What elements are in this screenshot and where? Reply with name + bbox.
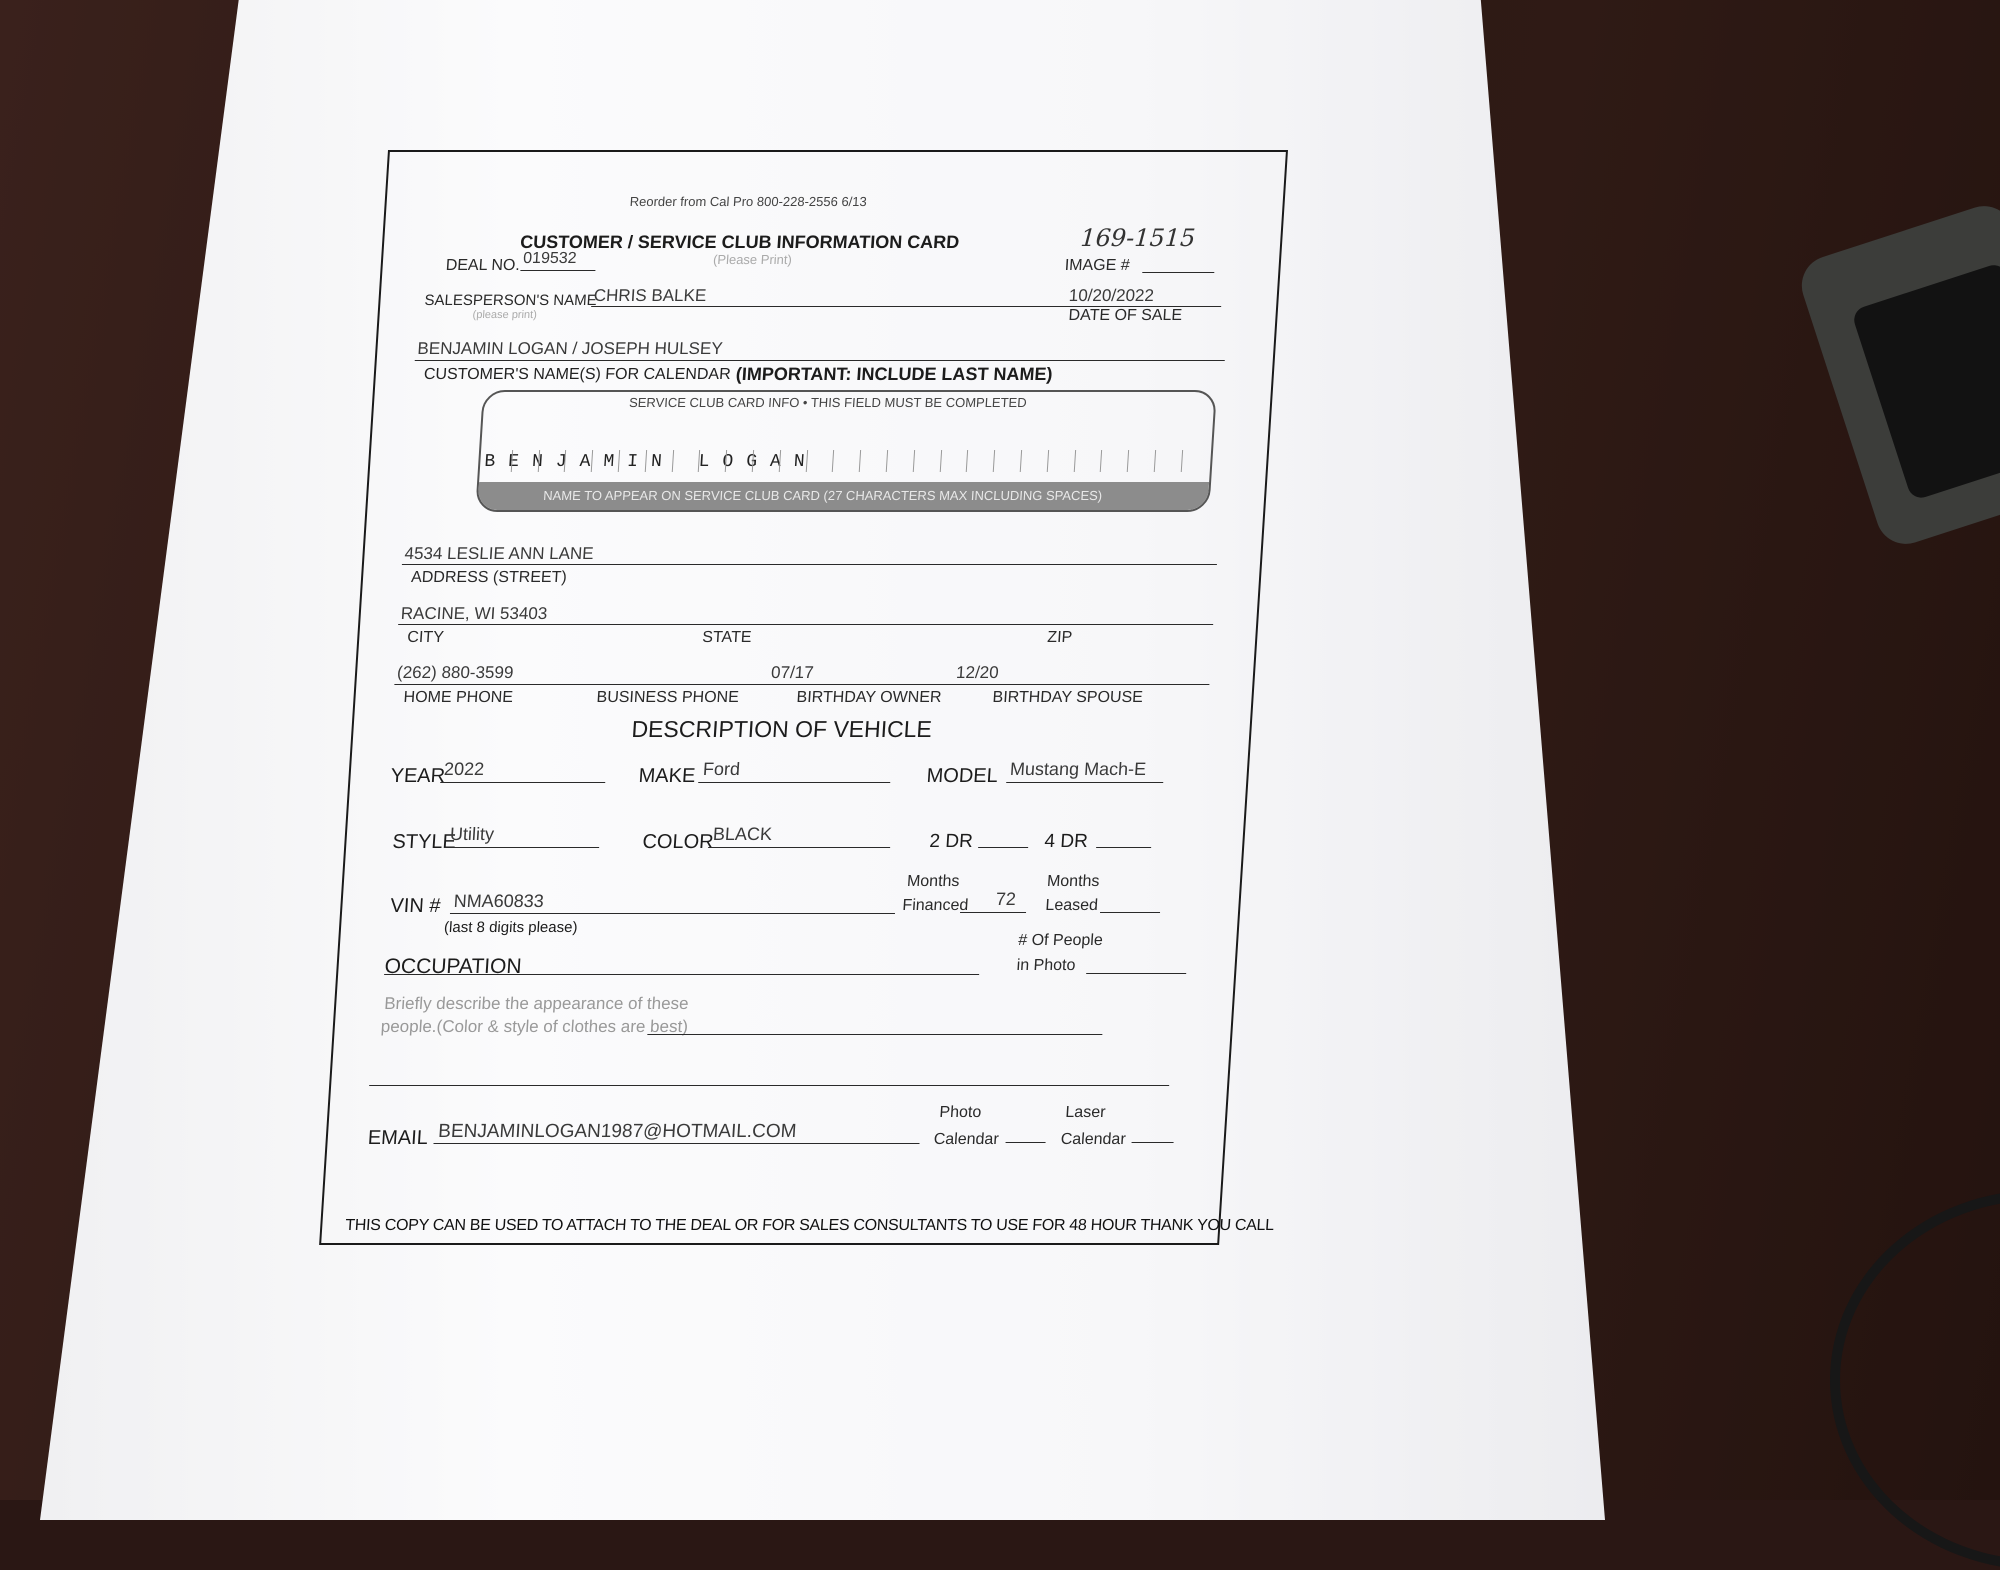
zip-label: ZIP xyxy=(1046,629,1073,646)
please-print-note: (Please Print) xyxy=(712,252,793,267)
char-slot-tick xyxy=(1047,450,1049,472)
describe-line xyxy=(647,1034,1102,1035)
customer-names-line xyxy=(415,360,1225,361)
two-door-line xyxy=(978,847,1028,848)
people-in-photo-line xyxy=(1086,973,1186,974)
birthday-spouse-value[interactable]: 12/20 xyxy=(955,663,1000,682)
deal-no-value[interactable]: 019532 xyxy=(522,250,578,267)
make-value[interactable]: Ford xyxy=(702,759,741,779)
city-state-zip-value[interactable]: RACINE, WI 53403 xyxy=(400,604,548,623)
months-financed-label-b: Financed xyxy=(901,897,969,914)
footer-note: THIS COPY CAN BE USED TO ATTACH TO THE DEAL OR FOR SALES CONSULTANTS TO USE FOR 48 HOUR THANK YOU CALL xyxy=(344,1217,1275,1234)
describe-line-2 xyxy=(369,1085,1169,1086)
date-of-sale-label: DATE OF SALE xyxy=(1068,307,1183,324)
deal-no-label: DEAL NO. xyxy=(445,257,521,274)
laser-calendar-line xyxy=(1132,1142,1174,1143)
model-line xyxy=(1006,782,1163,783)
color-line xyxy=(708,847,890,848)
char-slot-tick xyxy=(859,450,861,472)
photo-calendar-label-a: Photo xyxy=(938,1104,982,1121)
image-no-line xyxy=(1142,272,1214,273)
please-print-sub: (please print) xyxy=(472,309,538,321)
four-door-label: 4 DR xyxy=(1043,831,1089,852)
address-label: ADDRESS (STREET) xyxy=(410,569,568,586)
device-screen xyxy=(1851,262,2000,502)
customer-names-value[interactable]: BENJAMIN LOGAN / JOSEPH HULSEY xyxy=(416,339,724,358)
char-slot-tick xyxy=(913,450,915,472)
email-label: EMAIL xyxy=(367,1127,429,1149)
char-slot-tick xyxy=(1154,450,1156,472)
style-line xyxy=(444,847,599,848)
vin-sub-note: (last 8 digits please) xyxy=(443,919,579,936)
city-line xyxy=(398,624,1213,625)
model-value[interactable]: Mustang Mach-E xyxy=(1009,759,1147,779)
months-financed-line xyxy=(960,912,1026,913)
color-value[interactable]: BLACK xyxy=(712,824,773,844)
char-slot-tick xyxy=(1100,450,1102,472)
service-club-footer-bar xyxy=(477,482,1209,510)
char-slot-tick xyxy=(1073,450,1075,472)
birthday-owner-label: BIRTHDAY OWNER xyxy=(796,689,942,706)
home-phone-label: HOME PHONE xyxy=(403,689,514,706)
char-slot-tick xyxy=(966,450,968,472)
months-leased-label-b: Leased xyxy=(1044,897,1099,914)
two-door-label: 2 DR xyxy=(928,831,974,852)
char-slot-tick xyxy=(832,450,834,472)
laser-calendar-label-a: Laser xyxy=(1064,1104,1107,1121)
make-label: MAKE xyxy=(637,765,696,787)
customer-names-label: CUSTOMER'S NAME(S) FOR CALENDAR xyxy=(423,366,732,383)
vin-line xyxy=(450,913,895,914)
date-of-sale-value[interactable]: 10/20/2022 xyxy=(1068,286,1155,305)
make-line xyxy=(698,782,890,783)
months-financed-label-a: Months xyxy=(906,873,960,890)
vehicle-heading: DESCRIPTION OF VEHICLE xyxy=(630,716,933,742)
image-no-label: IMAGE # xyxy=(1064,257,1131,274)
char-slot-tick xyxy=(1181,450,1183,472)
describe-label-a: Briefly describe the appearance of these xyxy=(383,994,690,1013)
months-leased-label-a: Months xyxy=(1046,873,1100,890)
service-club-box xyxy=(475,390,1217,512)
city-label: CITY xyxy=(406,629,445,646)
form-title: CUSTOMER / SERVICE CLUB INFORMATION CARD xyxy=(519,232,960,252)
service-club-footer: NAME TO APPEAR ON SERVICE CLUB CARD (27 CHARACTERS MAX INCLUDING SPACES) xyxy=(542,488,1103,503)
handwritten-image-number: 169-1515 xyxy=(1079,224,1197,252)
char-slot-tick xyxy=(1020,450,1022,472)
char-slot-tick xyxy=(886,450,888,472)
salesperson-label: SALESPERSON'S NAME xyxy=(423,292,598,309)
months-leased-line xyxy=(1100,912,1160,913)
people-in-photo-label-b: in Photo xyxy=(1016,957,1076,974)
address-line xyxy=(402,564,1217,565)
char-slot-tick xyxy=(993,450,995,472)
color-label: COLOR xyxy=(641,831,715,853)
state-label: STATE xyxy=(701,629,753,646)
home-phone-value[interactable]: (262) 880-3599 xyxy=(396,663,514,682)
birthday-owner-value[interactable]: 07/17 xyxy=(770,663,815,682)
occupation-line xyxy=(384,974,979,975)
people-in-photo-label-a: # Of People xyxy=(1017,932,1104,949)
photo-calendar-line xyxy=(1006,1142,1046,1143)
email-line xyxy=(433,1143,919,1144)
year-line xyxy=(440,782,605,783)
email-value[interactable]: BENJAMINLOGAN1987@HOTMAIL.COM xyxy=(437,1121,798,1142)
business-phone-label: BUSINESS PHONE xyxy=(596,689,740,706)
laser-calendar-label-b: Calendar xyxy=(1060,1131,1127,1148)
phone-line xyxy=(394,684,1209,685)
vin-value[interactable]: NMA60833 xyxy=(453,891,545,911)
address-value[interactable]: 4534 LESLIE ANN LANE xyxy=(404,544,595,563)
describe-label-b: people.(Color & style of clothes are best) xyxy=(380,1017,689,1036)
char-slot-tick xyxy=(939,450,941,472)
birthday-spouse-label: BIRTHDAY SPOUSE xyxy=(992,689,1144,706)
year-value[interactable]: 2022 xyxy=(443,759,485,779)
reorder-note: Reorder from Cal Pro 800-228-2556 6/13 xyxy=(629,194,868,209)
year-label: YEAR xyxy=(389,765,446,787)
style-label: STYLE xyxy=(391,831,457,853)
model-label: MODEL xyxy=(925,765,999,787)
char-slot-tick xyxy=(1127,450,1129,472)
service-club-header: SERVICE CLUB CARD INFO • THIS FIELD MUST BE COMPLETED xyxy=(628,395,1028,410)
salesperson-value[interactable]: CHRIS BALKE xyxy=(593,286,707,305)
months-financed-value[interactable]: 72 xyxy=(995,889,1017,909)
service-club-name[interactable]: BENJAMIN LOGAN xyxy=(483,452,819,472)
info-card xyxy=(319,150,1288,1245)
style-value[interactable]: Utility xyxy=(449,824,495,844)
vin-label: VIN # xyxy=(389,895,442,917)
deal-no-line xyxy=(520,270,595,271)
customer-important-note: (IMPORTANT: INCLUDE LAST NAME) xyxy=(735,364,1054,384)
photo-calendar-label-b: Calendar xyxy=(933,1131,1000,1148)
four-door-line xyxy=(1096,847,1151,848)
occupation-label: OCCUPATION xyxy=(383,955,523,978)
